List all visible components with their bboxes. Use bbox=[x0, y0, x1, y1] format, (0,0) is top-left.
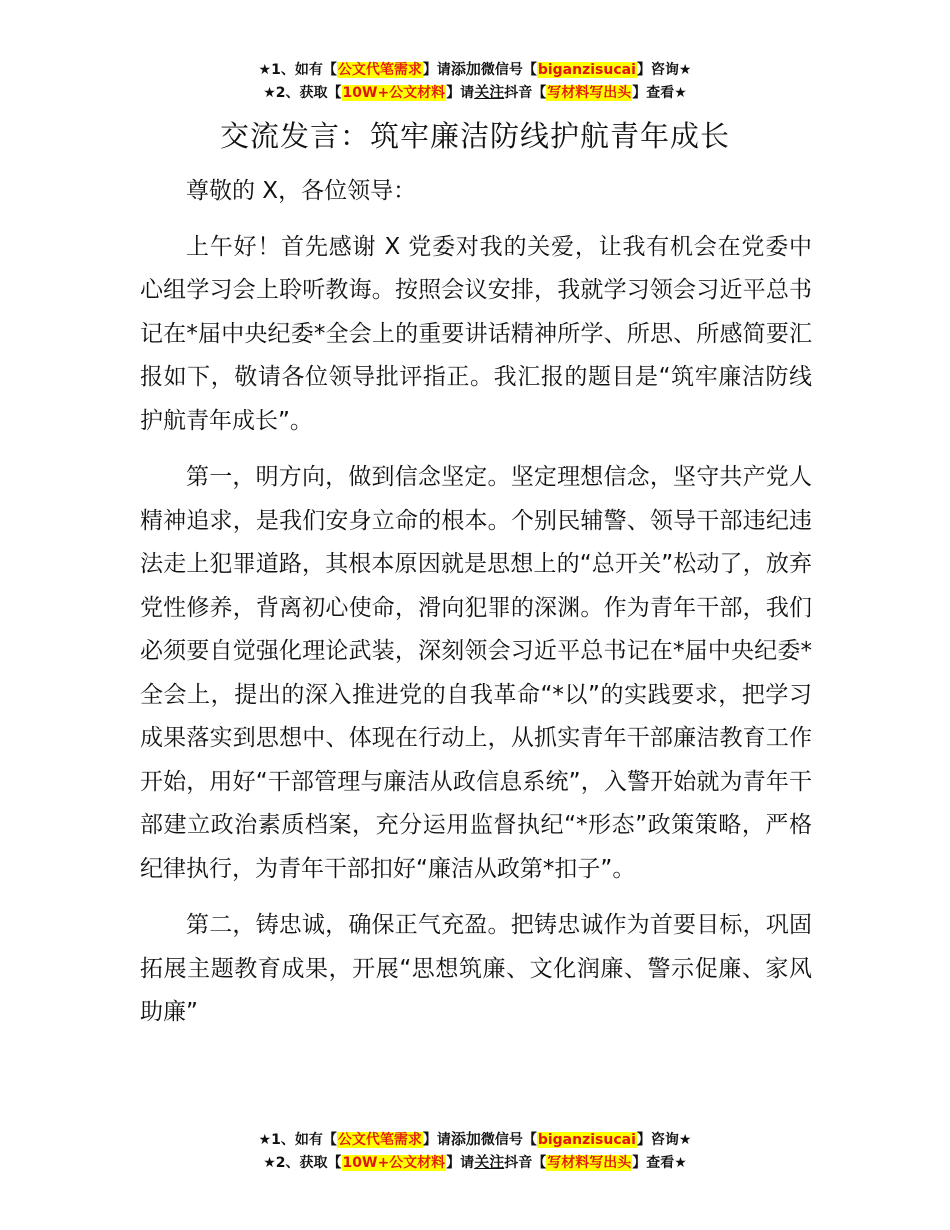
promo-line-1 bbox=[0, 1128, 950, 1151]
promo-text: 】请 bbox=[422, 1132, 451, 1148]
promo-highlight: 公文代笔需求 bbox=[337, 1132, 422, 1148]
promo-line-1 bbox=[0, 58, 950, 81]
promo-highlight: 10W+公文材料 bbox=[342, 85, 446, 101]
promo-line-2 bbox=[0, 1151, 950, 1174]
promo-text: 抖音【 bbox=[504, 85, 547, 101]
document-title: 交流发言：筑牢廉洁防线护航青年成长 bbox=[219, 119, 730, 153]
greeting: 尊敬的 X，各位领导： bbox=[186, 178, 417, 204]
promo-banner-top bbox=[0, 58, 950, 104]
promo-text: ★1、如有【 bbox=[258, 1132, 337, 1148]
promo-emphasis: 添加 bbox=[450, 60, 481, 78]
document-body bbox=[140, 170, 812, 1048]
promo-text: 】查看★ bbox=[632, 1155, 687, 1171]
promo-line-2 bbox=[0, 81, 950, 104]
paragraph: 第二，铸忠诚，确保正气充盈。把铸忠诚作为首要目标，巩固拓展主题教育成果，开展“思想筑廉、文化润廉、警示促廉、家风助廉” bbox=[140, 912, 812, 1025]
promo-highlight: biganzisucai bbox=[537, 62, 636, 78]
paragraph: 上午好！首先感谢 X 党委对我的关爱，让我有机会在党委中心组学习会上聆听教诲。按照会议安排，我就学习领会习近平总书记在*届中央纪委*全会上的重要讲话精神所学、所思、所感简要汇报如下，敬请各位领导批评指正。我汇报的题目是“筑牢廉洁防线护航青年成长”。 bbox=[140, 233, 812, 434]
promo-emphasis: 添加 bbox=[450, 1130, 481, 1148]
promo-highlight: 写材料写出头 bbox=[547, 85, 632, 101]
promo-emphasis: 关注 bbox=[474, 83, 505, 101]
promo-text: 微信号【 bbox=[480, 62, 537, 78]
promo-text: 抖音【 bbox=[504, 1155, 547, 1171]
paragraph: 第一，明方向，做到信念坚定。坚定理想信念，坚守共产党人精神追求，是我们安身立命的根本。个别民辅警、领导干部违纪违法走上犯罪道路，其根本原因就是思想上的“总开关”松动了，放弃党性修养，背离初心使命，滑向犯罪的深渊。作为青年干部，我们必须要自觉强化理论武装，深刻领会习近平总书记在*届中央纪委*全会上，提出的深入推进党的自我革命“*以”的实践要求，把学习成果落实到思想中、体现在行动上，从抓实青年干部廉洁教育工作开始，用好“干部管理与廉洁从政信息系统”，入警开始就为青年干部建立政治素质档案，充分运用监督执纪“*形态”政策策略，严格纪律执行，为青年干部扣好“廉洁从政第*扣子”。 bbox=[140, 464, 812, 882]
promo-highlight: 写材料写出头 bbox=[547, 1155, 632, 1171]
promo-emphasis: 关注 bbox=[474, 1153, 505, 1171]
promo-text: 】请 bbox=[446, 1155, 475, 1171]
promo-text: 微信号【 bbox=[480, 1132, 537, 1148]
promo-banner-bottom bbox=[0, 1128, 950, 1174]
promo-text: 】咨询★ bbox=[636, 1132, 692, 1148]
promo-text: ★1、如有【 bbox=[258, 62, 337, 78]
promo-highlight: biganzisucai bbox=[537, 1132, 636, 1148]
promo-highlight: 公文代笔需求 bbox=[337, 62, 422, 78]
promo-text: ★2、获取【 bbox=[263, 85, 342, 101]
promo-text: ★2、获取【 bbox=[263, 1155, 342, 1171]
promo-text: 】查看★ bbox=[632, 85, 687, 101]
promo-text: 】请 bbox=[422, 62, 451, 78]
promo-text: 】咨询★ bbox=[636, 62, 692, 78]
promo-highlight: 10W+公文材料 bbox=[342, 1155, 446, 1171]
promo-text: 】请 bbox=[446, 85, 475, 101]
